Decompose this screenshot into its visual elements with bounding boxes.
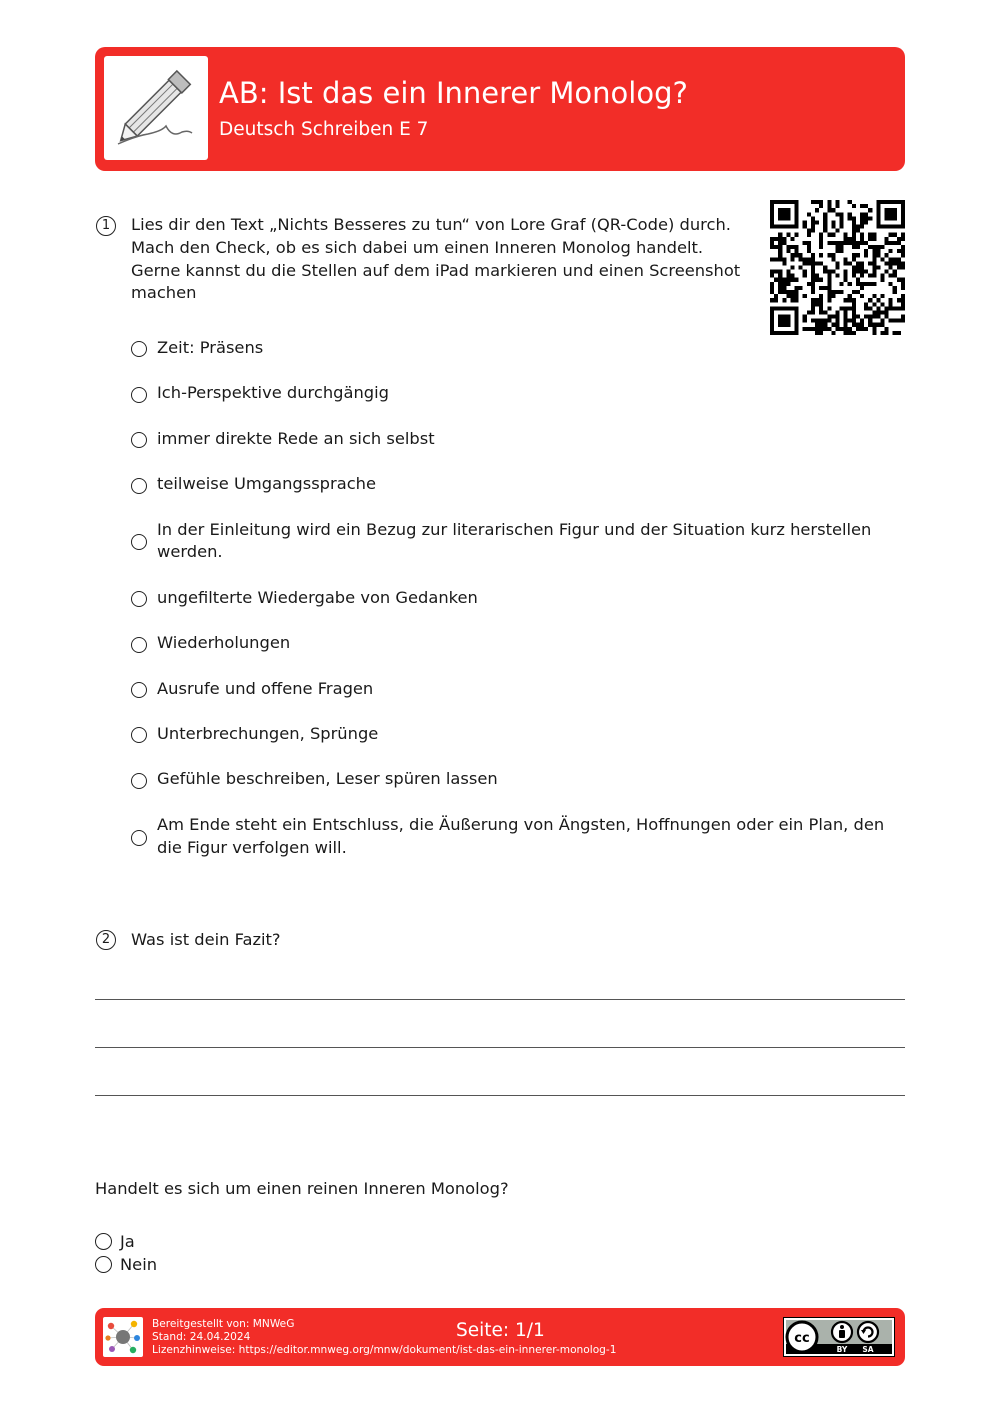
footer-license[interactable]: Lizenzhinweise: https://editor.mnweg.org/mnw/dokument/ist-das-ein-innerer-monolog-1 [152,1344,617,1356]
checklist-item [131,768,906,791]
checklist-label: Ausrufe und offene Fragen [157,678,374,698]
cc-license-badge[interactable] [783,1317,895,1357]
checklist-radio[interactable] [131,478,147,494]
instruction-line: Gerne kannst du die Stellen auf dem iPad markieren und einen Screenshot [131,260,741,280]
instruction-line: machen [131,283,197,303]
header-banner [95,47,905,171]
badge-by: BY [836,1345,848,1354]
checklist-item [131,382,906,405]
mnweg-logo [103,1317,143,1357]
footer-banner [95,1308,905,1366]
option-nein-radio[interactable] [95,1256,112,1273]
checklist-item [131,473,906,496]
answer-line[interactable] [95,1095,905,1096]
checklist-item [131,723,906,746]
by-icon [832,1322,852,1342]
checklist [131,337,906,859]
checklist-radio[interactable] [131,387,147,403]
checklist-label: immer direkte Rede an sich selbst [157,428,435,448]
page-title: AB: Ist das ein Innerer Monolog? [219,76,688,110]
checklist-radio[interactable] [131,637,147,653]
checklist-radio[interactable] [131,341,147,357]
checklist-label: In der Einleitung wird ein Bezug zur literarischen Figur und der Situation kurz herstellen werden. [157,519,872,562]
page-subtitle: Deutsch Schreiben E 7 [219,119,429,140]
checklist-label: Wiederholungen [157,633,291,653]
option-ja-radio[interactable] [95,1233,112,1250]
instruction-line: Mach den Check, ob es sich dabei um einen Inneren Monolog handelt. [131,237,704,257]
checklist-radio[interactable] [131,830,147,846]
task-number-2: 2 [96,930,116,950]
checklist-radio[interactable] [131,432,147,448]
checklist-item [131,678,906,701]
qr-code[interactable] [770,200,905,335]
checklist-radio[interactable] [131,534,147,550]
checklist-item [131,814,906,860]
checklist-radio[interactable] [131,591,147,607]
footer-provided-by: Bereitgestellt von: MNWeG [152,1318,295,1330]
checklist-label: Unterbrechungen, Sprünge [157,723,379,743]
checklist-radio[interactable] [131,727,147,743]
badge-sa: SA [862,1345,874,1354]
task1-instructions [131,214,761,305]
task2-question: Was ist dein Fazit? [131,930,281,949]
checklist-item [131,428,906,451]
checklist-item [131,587,906,610]
option-nein-label: Nein [120,1255,158,1274]
footer-date: Stand: 24.04.2024 [152,1331,251,1343]
option-ja[interactable] [95,1231,135,1253]
checklist-label: teilweise Umgangssprache [157,474,376,494]
checklist-item [131,519,906,565]
answer-line[interactable] [95,999,905,1000]
task-number-1: 1 [96,216,116,236]
answer-line[interactable] [95,1047,905,1048]
instruction-line: Lies dir den Text „Nichts Besseres zu tun“ von Lore Graf (QR-Code) durch. [131,215,731,234]
checklist-label: Gefühle beschreiben, Leser spüren lassen [157,769,498,789]
option-nein[interactable] [95,1254,157,1276]
option-ja-label: Ja [120,1232,135,1251]
sa-icon [858,1322,878,1342]
checklist-label: Ich-Perspektive durchgängig [157,383,389,403]
final-question: Handelt es sich um einen reinen Inneren Monolog? [95,1179,509,1198]
checklist-item [131,632,906,655]
footer-meta [152,1318,616,1357]
page-number: Seite: 1/1 [456,1320,545,1341]
checklist-label: Am Ende steht ein Entschluss, die Äußerung von Ängsten, Hoffnungen oder ein Plan, den die Figur verfolgen will. [157,814,885,857]
checklist-label: Zeit: Präsens [157,338,264,357]
pencil-icon [104,56,208,160]
checklist-radio[interactable] [131,773,147,789]
checklist-label: ungefilterte Wiedergabe von Gedanken [157,587,478,607]
svg-text:cc: cc [794,1331,810,1346]
checklist-item [131,337,906,360]
checklist-radio[interactable] [131,682,147,698]
